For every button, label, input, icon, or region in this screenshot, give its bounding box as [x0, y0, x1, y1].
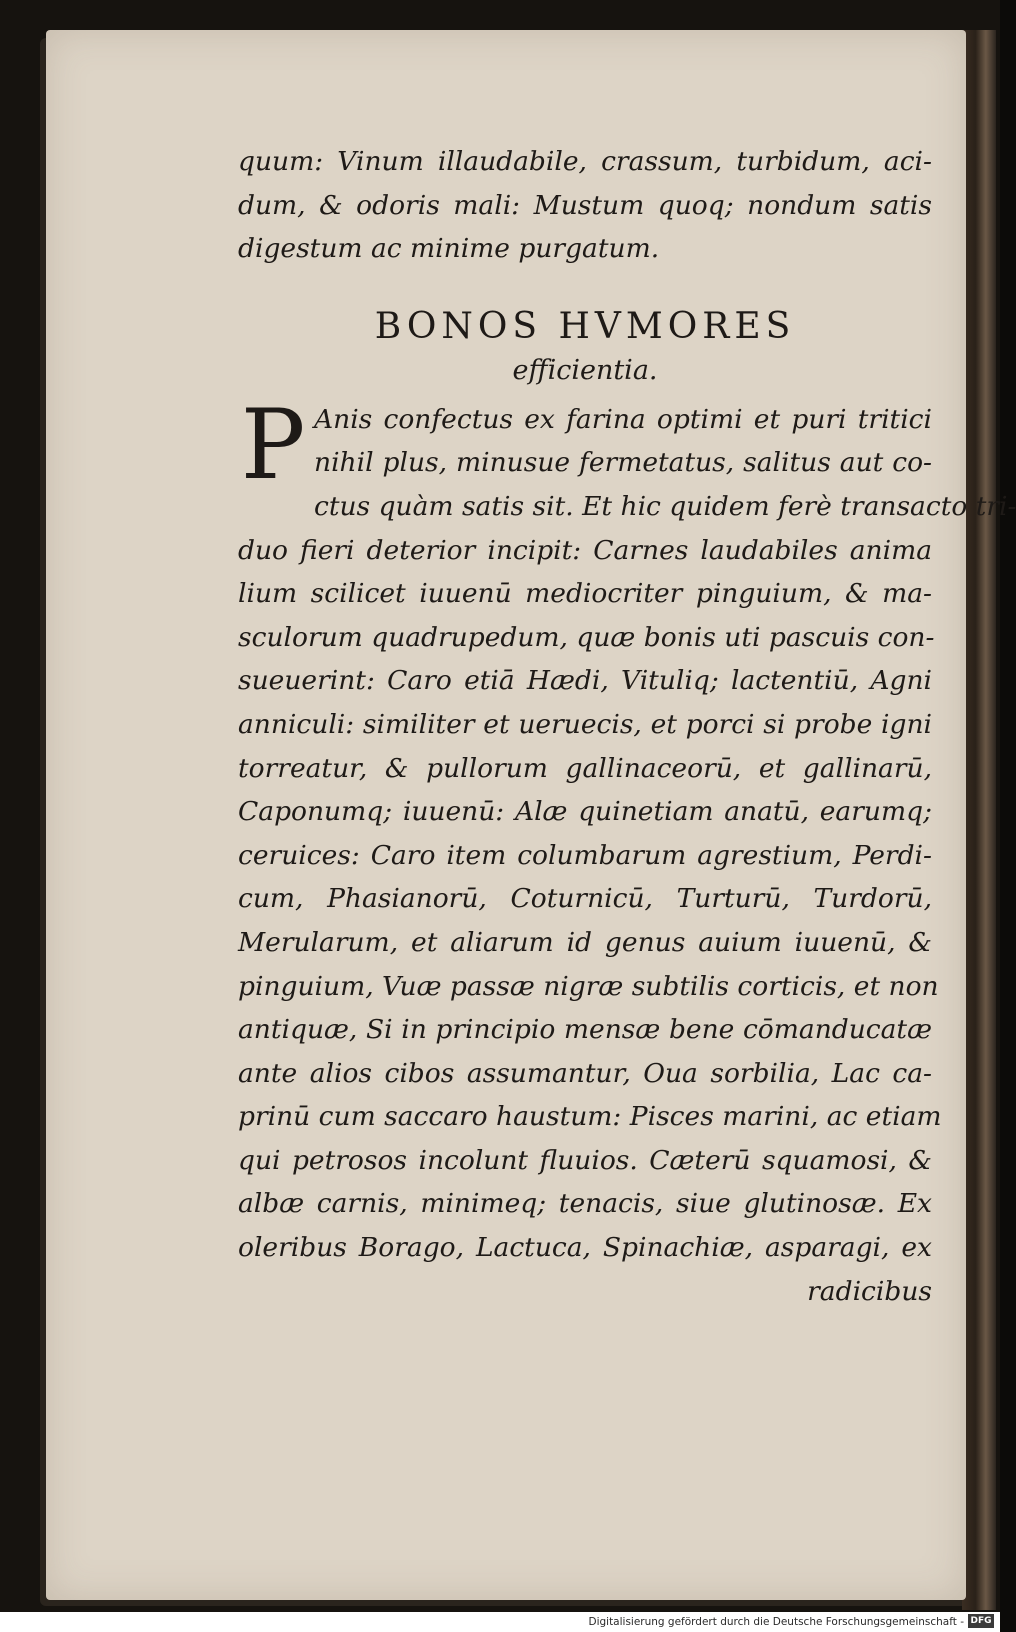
paragraph-line: qui petrosos incolunt fluuios. Cæterū squamosi, &: [238, 1144, 932, 1176]
paragraph-line: sueuerint: Caro etiā Hædi, Vituliq; lactentiū, Agni: [238, 665, 932, 697]
paragraph-line: prinū cum saccaro haustum: Pisces marini, ac etiam: [238, 1101, 942, 1133]
paragraph-line: torreatur, & pullorum gallinaceorū, et gallinarū,: [238, 752, 932, 784]
drop-cap: P: [240, 388, 306, 501]
paragraph-line: albæ carnis, minimeq; tenacis, siue glutinosæ. Ex: [238, 1188, 932, 1220]
paragraph-line: ceruices: Caro item columbarum agrestium, Perdi-: [238, 839, 932, 871]
paragraph-line: ante alios cibos assumantur, Oua sorbilia, Lac ca-: [238, 1057, 932, 1089]
paragraph-line: nihil plus, minusue fermetatus, salitus aut co-: [314, 447, 932, 479]
paragraph-line: Merularum, et aliarum id genus auium iuuenū, &: [238, 926, 932, 958]
dfg-logo-icon: DFG: [968, 1614, 994, 1628]
section-subheading: efficientia.: [512, 354, 658, 386]
page-edge: [962, 30, 996, 1610]
paragraph-line: sculorum quadrupedum, quæ bonis uti pascuis con-: [238, 621, 935, 653]
section-heading: BONOS HVMORES: [374, 305, 796, 347]
paragraph-line: oleribus Borago, Lactuca, Spinachiæ, asparagi, ex: [238, 1232, 932, 1264]
digitization-credit: Digitalisierung gefördert durch die Deutsche Forschungsgemeinschaft -: [588, 1616, 964, 1628]
paragraph-line: cum, Phasianorū, Coturnicū, Turturū, Turdorū,: [238, 883, 932, 915]
page-text: [238, 140, 1016, 1313]
paragraph-line: anniculi: similiter et ueruecis, et porci si probe igni: [238, 708, 932, 740]
paragraph-line: Anis confectus ex farina optimi et puri tritici: [314, 403, 932, 435]
paragraph-line: ctus quàm satis sit. Et hic quidem ferè transacto tri-: [314, 490, 1016, 522]
paragraph-line: antiquæ, Si in principio mensæ bene cōmanducatæ: [238, 1014, 932, 1046]
paragraph-line: Caponumq; iuuenū: Alæ quinetiam anatū, earumq;: [238, 796, 932, 828]
text-line: dum, & odoris mali: Mustum quoq; nondum satis: [238, 189, 932, 221]
catchword: radicibus: [807, 1275, 932, 1307]
paragraph-line: lium scilicet iuuenū mediocriter pinguium, & ma-: [238, 578, 932, 610]
text-line: digestum ac minime purgatum.: [238, 233, 660, 265]
paragraph-line: duo fieri deterior incipit: Carnes laudabiles anima: [238, 534, 932, 566]
paragraph-line: pinguium, Vuæ passæ nigræ subtilis corticis, et non: [238, 970, 939, 1002]
text-line: quum: Vinum illaudabile, crassum, turbidum, aci-: [238, 146, 932, 177]
